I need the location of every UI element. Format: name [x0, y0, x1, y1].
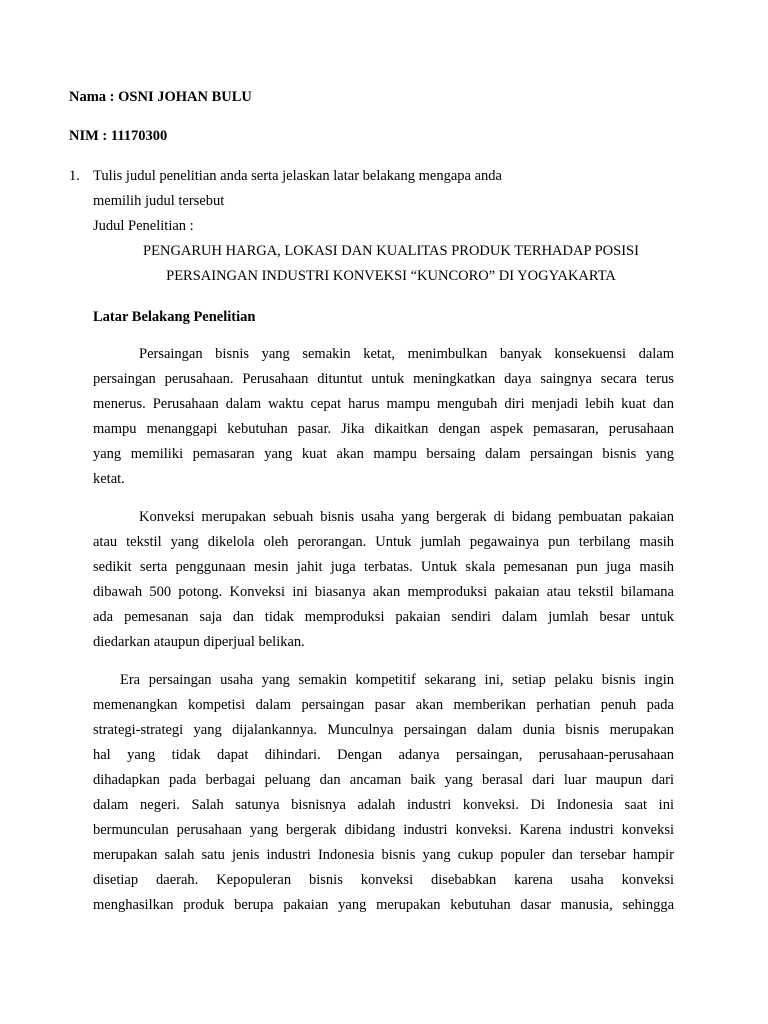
paragraph-line: ada pemesanan saja dan tidak memproduksi pakaian sendiri dalam jumlah besar untuk [93, 609, 674, 625]
paragraph-line: strategi-strategi yang dijalankannya. Munculnya persaingan dalam dunia bisnis merupakan [93, 722, 674, 738]
paragraph-line: Persaingan bisnis yang semakin ketat, menimbulkan banyak konsekuensi dalam [139, 346, 674, 362]
paragraph-line: disetiap daerah. Kepopuleran bisnis konveksi disebabkan karena usaha konveksi [93, 872, 674, 888]
paragraph-line: ketat. [93, 471, 125, 487]
paragraph-line: diedarkan ataupun diperjual belikan. [93, 634, 305, 650]
paragraph-line: hal yang tidak dapat dihindari. Dengan adanya persaingan, perusahaan-perusahaan [93, 747, 674, 763]
question-text-line: memilih judul tersebut [93, 193, 225, 209]
paragraph-line: yang memiliki pemasaran yang kuat akan mampu bersaing dalam persaingan bisnis yang [93, 446, 674, 462]
paragraph-line: merupakan salah satu jenis industri Indonesia bisnis yang cukup populer dan tersebar hampir [93, 847, 674, 863]
question-text-line: Tulis judul penelitian anda serta jelaskan latar belakang mengapa anda [93, 168, 502, 184]
section-heading: Latar Belakang Penelitian [93, 309, 256, 325]
paragraph-line: menghasilkan produk berupa pakaian yang merupakan kebutuhan dasar manusia, sehingga [93, 897, 674, 913]
paragraph-line: Era persaingan usaha yang semakin kompetitif sekarang ini, setiap pelaku bisnis ingin [120, 672, 674, 688]
paragraph-line: mampu menanggapi kebutuhan pasar. Jika dikaitkan dengan aspek pemasaran, perusahaan [93, 421, 674, 437]
paragraph-line: dibawah 500 potong. Konveksi ini biasanya akan memproduksi pakaian atau tekstil bilamana [93, 584, 674, 600]
paragraph-line: Konveksi merupakan sebuah bisnis usaha yang bergerak di bidang pembuatan pakaian [139, 509, 674, 525]
research-title-line: PENGARUH HARGA, LOKASI DAN KUALITAS PRODUK TERHADAP POSISI [143, 243, 639, 259]
paragraph-line: atau tekstil yang dikelola oleh perorangan. Untuk jumlah pegawainya pun terbilang masih [93, 534, 674, 550]
paragraph-line: sedikit serta penggunaan mesin jahit juga terbatas. Untuk skala pemesanan pun juga masih [93, 559, 674, 575]
question-number: 1. [69, 168, 80, 184]
student-name-line: Nama : OSNI JOHAN BULU [69, 89, 252, 105]
paragraph-line: bermunculan perusahaan yang bergerak dibidang industri konveksi. Karena industri konveksi [93, 822, 674, 838]
research-title-label: Judul Penelitian : [93, 218, 194, 234]
paragraph-line: menerus. Perusahaan dalam waktu cepat harus mampu mengubah diri menjadi lebih kuat dan [93, 396, 674, 412]
paragraph-line: dalam negeri. Salah satunya bisnisnya adalah industri konveksi. Di Indonesia saat ini [93, 797, 674, 813]
paragraph-line: persaingan perusahaan. Perusahaan dituntut untuk meningkatkan daya saingnya secara terus [93, 371, 674, 387]
paragraph-line: dihadapkan pada berbagai peluang dan ancaman baik yang berasal dari luar maupun dari [93, 772, 674, 788]
student-nim-line: NIM : 11170300 [69, 128, 168, 144]
paragraph-line: memenangkan kompetisi dalam persaingan pasar akan memberikan perhatian penuh pada [93, 697, 674, 713]
research-title-line: PERSAINGAN INDUSTRI KONVEKSI “KUNCORO” DI YOGYAKARTA [166, 268, 616, 284]
